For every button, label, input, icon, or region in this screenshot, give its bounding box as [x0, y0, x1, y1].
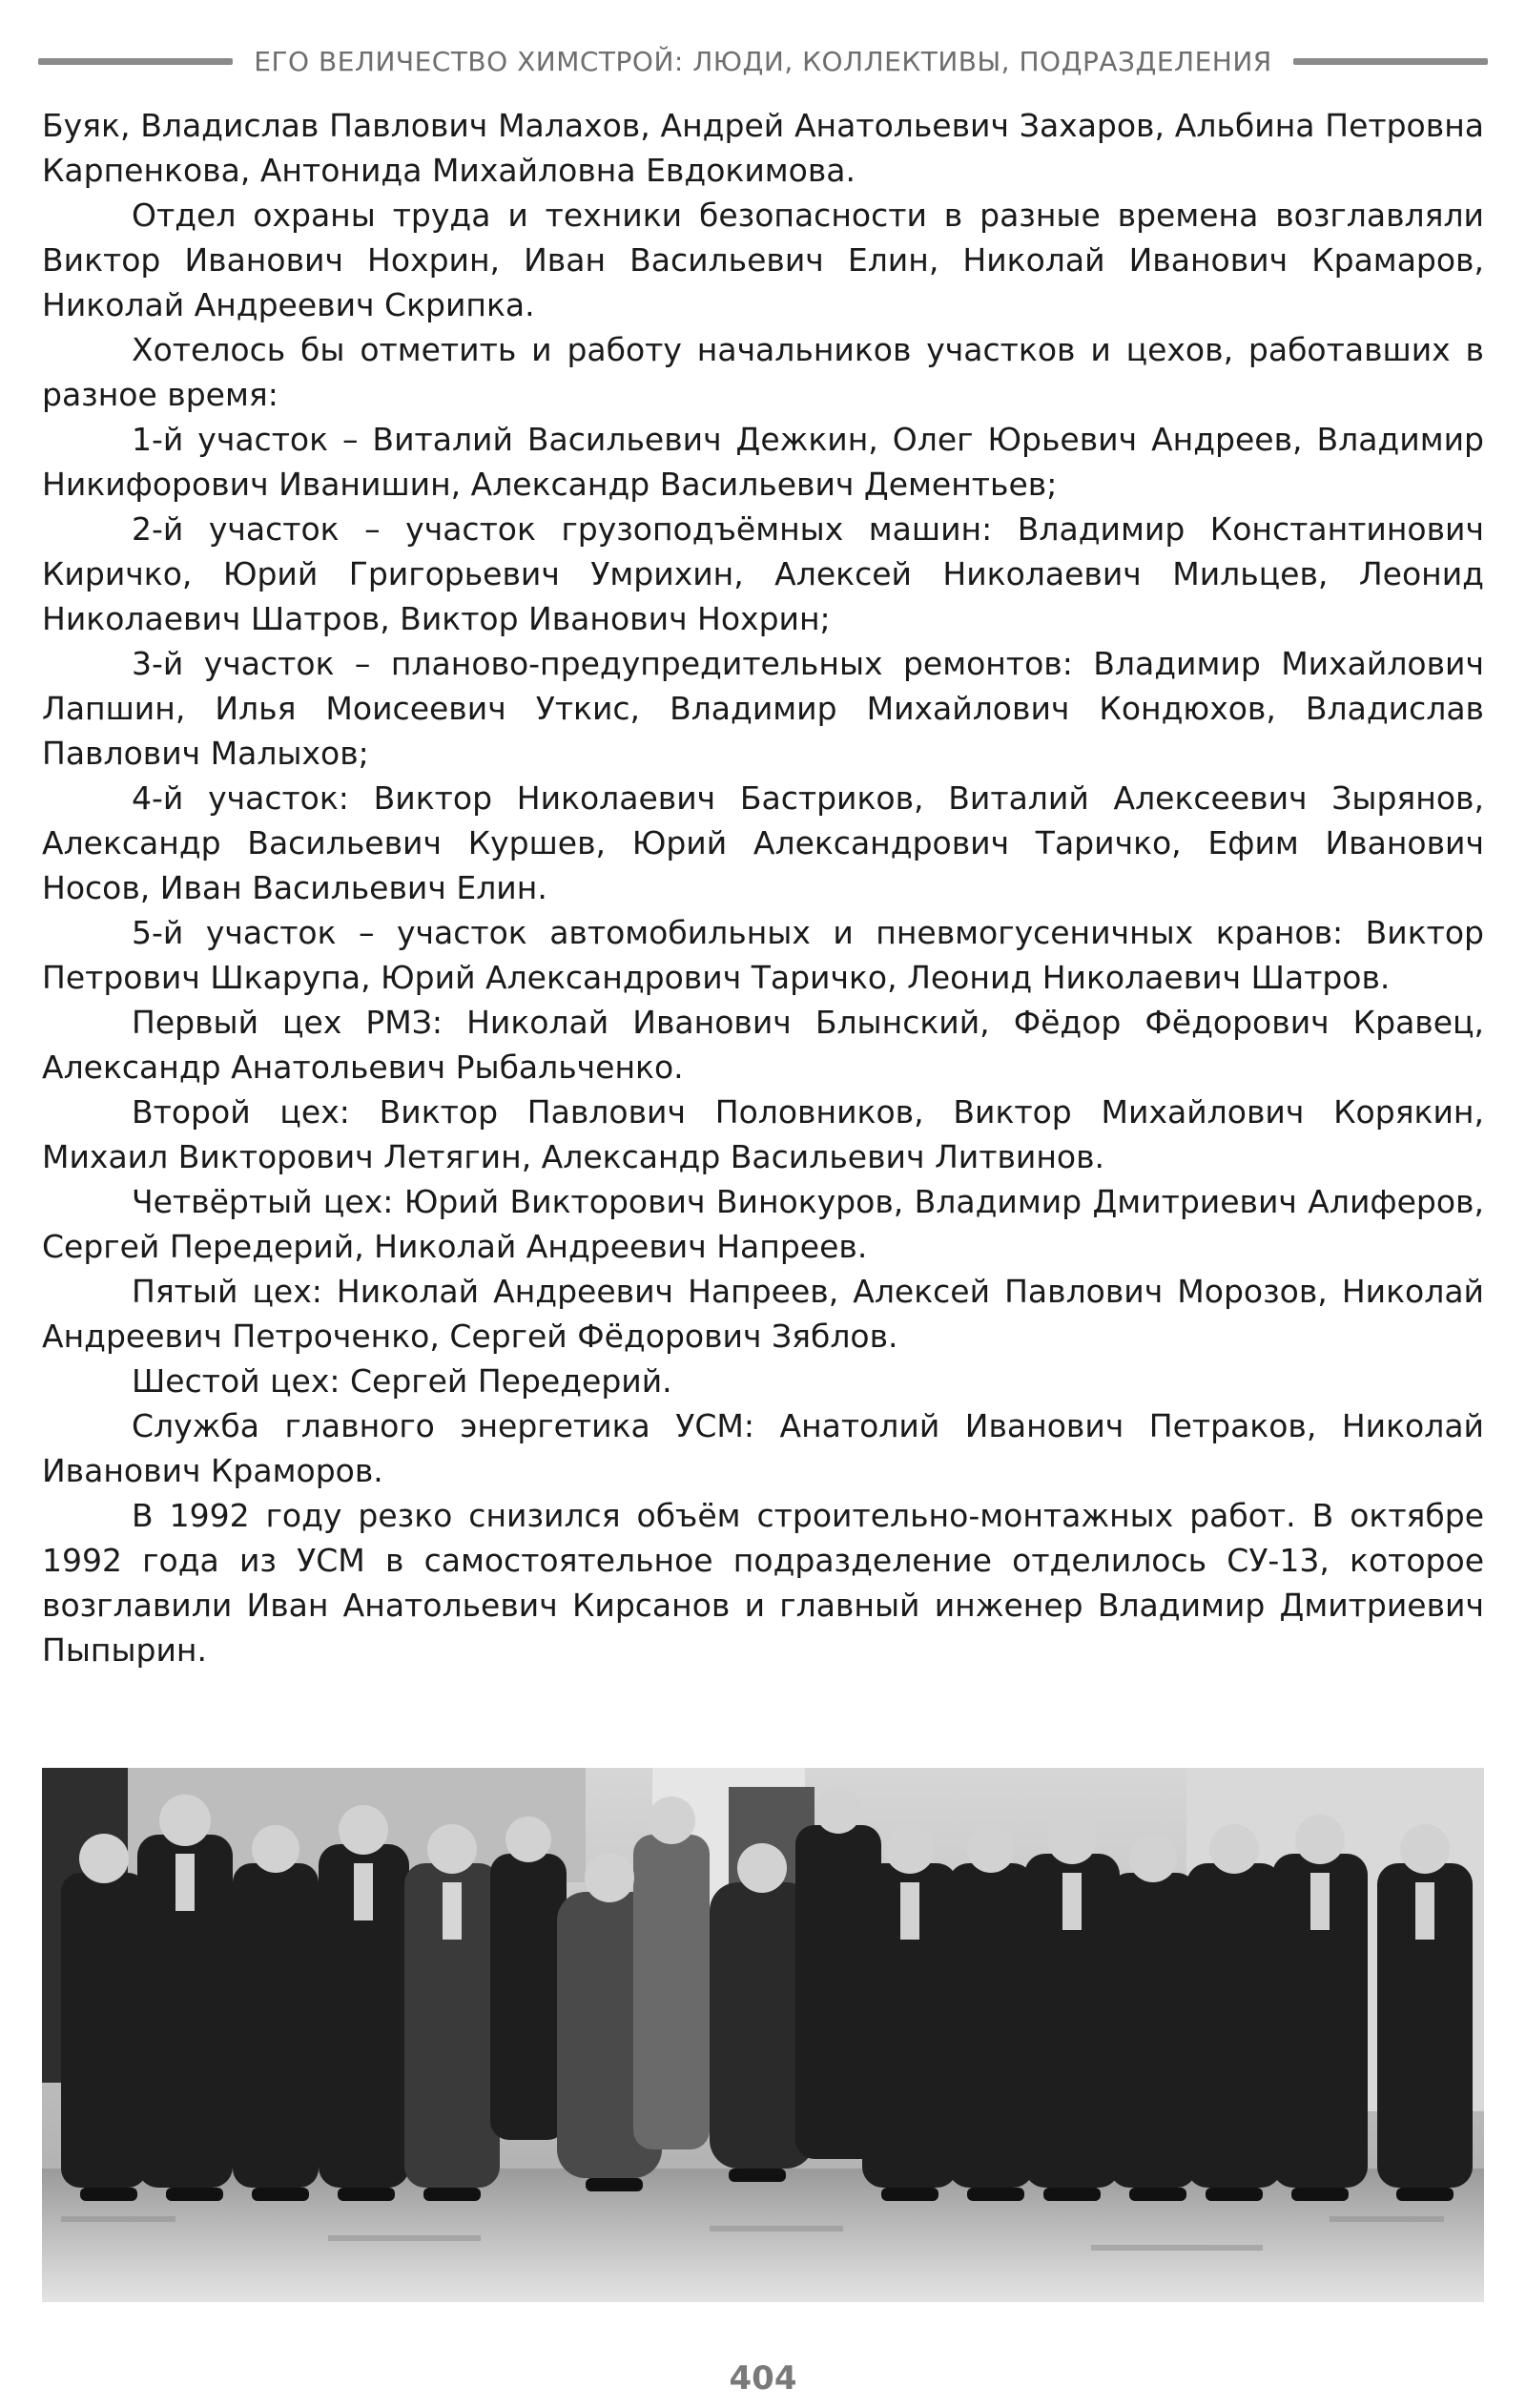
paragraph: 4-й участок: Виктор Николаевич Бастриков, Виталий Алексеевич Зырянов, Александр Васильевич Куршев, Юрий Александрович Таричко, Ефим Иванович Носов, Иван Васильевич Елин. [42, 779, 1484, 906]
paragraph: Второй цех: Виктор Павлович Половников, Виктор Михайлович Корякин, Михаил Викторович Летягин, Александр Васильевич Литвинов. [42, 1093, 1484, 1175]
paragraph: 3-й участок – планово-предупредительных ремонтов: Владимир Михайлович Лапшин, Илья Моисеевич Уткис, Владимир Михайлович Кондюхов, Владислав Павлович Малыхов; [42, 645, 1484, 772]
paragraph: 2-й участок – участок грузоподъёмных машин: Владимир Константинович Киричко, Юрий Григорьевич Умрихин, Алексей Николаевич Мильцев, Леонид Николаевич Шатров, Виктор Иванович Нохрин; [42, 510, 1484, 637]
paragraph: 1-й участок – Виталий Васильевич Дежкин, Олег Юрьевич Андреев, Владимир Никифорович Иванишин, Александр Васильевич Дементьев; [42, 421, 1484, 503]
header-rule-right [1293, 58, 1488, 65]
body-text [42, 103, 1484, 1672]
header-title: ЕГО ВЕЛИЧЕСТВО ХИМСТРОЙ: ЛЮДИ, КОЛЛЕКТИВЫ, ПОДРАЗДЕЛЕНИЯ [254, 45, 1272, 77]
paragraph: В 1992 году резко снизился объём строительно-монтажных работ. В октябре 1992 года из УСМ в самостоятельное подразделение отделилось СУ-13, которое возглавили Иван Анатольевич Кирсанов и главный инженер Владимир Дмитриевич Пыпырин. [42, 1497, 1484, 1669]
page-number: 404 [729, 2359, 797, 2398]
paragraph: 5-й участок – участок автомобильных и пневмогусеничных кранов: Виктор Петрович Шкарупа, Юрий Александрович Таричко, Леонид Николаевич Шатров. [42, 914, 1484, 996]
group-photo [42, 1768, 1484, 2302]
paragraph-continued: Буяк, Владислав Павлович Малахов, Андрей Анатольевич Захаров, Альбина Петровна Карпенкова, Антонида Михайловна Евдокимова. [42, 107, 1484, 189]
paragraph: Хотелось бы отметить и работу начальников участков и цехов, работавших в разное время: [42, 331, 1484, 413]
running-header [38, 42, 1488, 80]
paragraph: Отдел охраны труда и техники безопасности в разные времена возглавляли Виктор Иванович Нохрин, Иван Васильевич Елин, Николай Иванович Крамаров, Николай Андреевич Скрипка. [42, 197, 1484, 323]
group-photo-illustration [42, 1768, 1484, 2302]
paragraph: Первый цех РМЗ: Николай Иванович Блынский, Фёдор Фёдорович Кравец, Александр Анатольевич Рыбальченко. [42, 1004, 1484, 1086]
paragraph: Служба главного энергетика УСМ: Анатолий Иванович Петраков, Николай Иванович Краморов. [42, 1407, 1484, 1489]
paragraph: Четвёртый цех: Юрий Викторович Винокуров, Владимир Дмитриевич Алиферов, Сергей Передерий, Николай Андреевич Напреев. [42, 1183, 1484, 1265]
paragraph: Пятый цех: Николай Андреевич Напреев, Алексей Павлович Морозов, Николай Андреевич Петроченко, Сергей Фёдорович Зяблов. [42, 1273, 1484, 1355]
header-rule-left [38, 58, 233, 65]
paragraph: Шестой цех: Сергей Передерий. [132, 1362, 672, 1400]
